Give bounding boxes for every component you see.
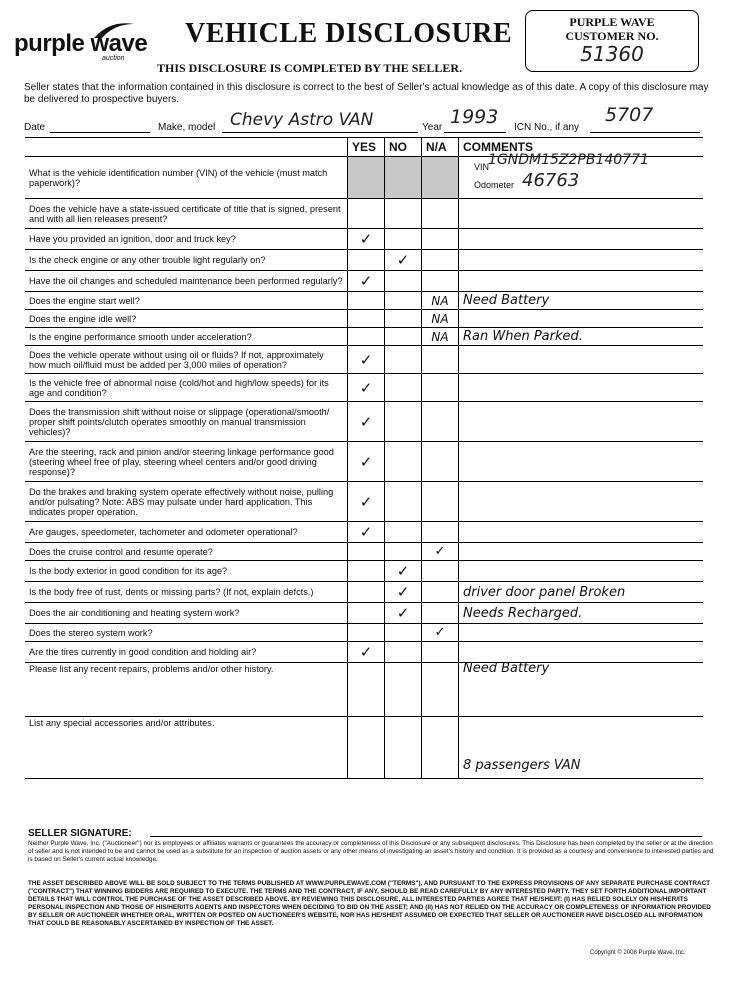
make-label: Make, model <box>158 122 216 133</box>
yes-cell[interactable]: ✓ <box>359 492 373 511</box>
table-row <box>25 402 703 442</box>
comment-cell-cell <box>459 624 704 642</box>
table-row <box>25 346 703 374</box>
make-field[interactable] <box>222 132 418 133</box>
question-text-cell <box>25 271 348 292</box>
customer-label-2: CUSTOMER NO. <box>565 29 659 43</box>
question-text: Does the engine idle well? <box>29 313 137 324</box>
question-text-cell <box>25 543 348 561</box>
no-cell-cell <box>385 328 422 346</box>
comment-cell-cell <box>459 543 704 561</box>
question-text-cell <box>25 642 348 663</box>
table-row <box>25 271 703 292</box>
na-cell-cell <box>422 603 459 624</box>
table-row <box>25 624 703 642</box>
col-no: NO <box>385 138 422 157</box>
table-row <box>25 543 703 561</box>
comment-cell-cell <box>459 346 704 374</box>
vin-label: VIN <box>474 162 490 172</box>
comment-cell-cell <box>459 717 704 779</box>
comment-cell-cell <box>459 199 704 229</box>
question-text-cell <box>25 199 348 229</box>
comment-cell-cell <box>459 229 704 250</box>
yes-cell-cell <box>348 328 385 346</box>
question-text-cell <box>25 157 348 199</box>
table-row <box>25 328 703 346</box>
make-value: Chevy Astro VAN <box>230 110 374 130</box>
icn-value: 5707 <box>605 104 654 126</box>
question-text: Is the check engine or any other trouble light regularly on? <box>29 255 266 265</box>
question-text: Is the engine performance smooth under acceleration? <box>29 331 252 342</box>
na-cell-cell <box>422 642 459 663</box>
question-text: List any special accessories and/or attributes. <box>29 718 215 728</box>
table-row <box>25 717 703 779</box>
customer-number: 51360 <box>580 42 644 66</box>
na-cell-cell <box>422 374 459 402</box>
no-cell-cell <box>385 374 422 402</box>
customer-label-1: PURPLE WAVE <box>569 15 655 29</box>
na-cell-cell <box>422 199 459 229</box>
question-text: Are the steering, rack and pinion and/or steering linkage performance good (steering wheel free of play, steering wheel centers and/or good driving response)? <box>29 446 334 477</box>
no-cell-cell <box>385 582 422 603</box>
question-text: Please list any recent repairs, problems and/or other history. <box>29 664 274 674</box>
na-cell[interactable]: ✓ <box>434 544 446 559</box>
yes-cell-cell <box>348 250 385 271</box>
terms-text: THE ASSET DESCRIBED ABOVE WILL BE SOLD SUBJECT TO THE TERMS PUBLISHED AT WWW.PURPLEWAVE.COM ("TERMS"), AND PURSUANT TO THE EXPRESS PROVISIONS OF ANY SEPARATE PURCHASE CONTRACT ("CONTRACT") THAT WINNING BIDDERS ARE REQUIRED TO EXECUTE. THE TERMS AND THE CONTRACT, IF ANY, SHOULD BE READ CAREFULLY BY ANY INTERESTED PARTY. THEY SET FORTH ADDITIONAL IMPORTANT DETAILS THAT WILL CONTROL THE PURCHASE OF THE ASSET DESCRIBED ABOVE. BY REVIEWING THIS DISCLOSURE, ALL INTERESTED PARTIES AGREE THAT HE/SHE/IT: (I) HAS RELIED SOLELY ON HIS/HER/ITS PERSONAL INSPECTION AND THOSE OF HIS/HER/ITS AGENTS AND INSPECTORS WHEN DECIDING TO BID ON THE ASSET; AND (II) HAS NOT RELIED ON THE ACCURACY OR COMPLETENESS OF INFORMATION PROVIDED BY SELLER OR AUCTIONEER WHETHER ORAL, WRITTEN OR POSTED ON AUCTIONEER'S WEBSITE, NOR HAS HE/SHE/IT ASSUMED OR EXPECTED THAT SELLER OR AUCTIONEER HAVE DISCLOSED ALL INFORMATION THAT COULD BE REASONABLY ASCERTAINED BY INSPECTION OF THE ASSET. <box>28 880 711 927</box>
no-cell-cell <box>385 157 422 199</box>
vin-value: 1GNDM15Z2PB140771 <box>488 152 649 168</box>
question-text-cell <box>25 663 348 717</box>
table-row <box>25 199 703 229</box>
yes-cell-cell <box>348 717 385 779</box>
comment-cell-cell <box>459 250 704 271</box>
table-row <box>25 229 703 250</box>
comment-cell-cell <box>459 482 704 522</box>
yes-cell-cell <box>348 582 385 603</box>
na-cell-cell <box>422 663 459 717</box>
yes-cell-cell <box>348 543 385 561</box>
question-text-cell <box>25 310 348 328</box>
question-text-cell <box>25 717 348 779</box>
na-cell[interactable]: ✓ <box>434 625 446 640</box>
yes-cell[interactable]: ✓ <box>359 230 373 248</box>
yes-cell-cell <box>348 402 385 442</box>
question-text: What is the vehicle identification number (VIN) of the vehicle (must match paperwork)? <box>29 167 328 188</box>
no-cell-cell <box>385 402 422 442</box>
table-row <box>25 482 703 522</box>
comment-cell[interactable]: Need Battery <box>463 661 550 676</box>
table-row <box>25 603 703 624</box>
table-row <box>25 310 703 328</box>
logo: purple wave <box>14 30 148 57</box>
na-cell-cell <box>422 292 459 310</box>
yes-cell[interactable]: ✓ <box>359 452 373 471</box>
customer-number-box <box>525 10 699 72</box>
na-cell[interactable]: NA <box>431 293 449 308</box>
question-text: Have the oil changes and scheduled maintenance been performed regularly? <box>29 276 343 286</box>
no-cell-cell <box>385 271 422 292</box>
yes-cell-cell <box>348 292 385 310</box>
table-row <box>25 292 703 310</box>
na-cell-cell <box>422 250 459 271</box>
yes-cell[interactable]: ✓ <box>359 272 373 290</box>
logo-subtext: auction <box>102 55 125 62</box>
question-text: Are the tires currently in good condition and holding air? <box>29 647 257 657</box>
no-cell-cell <box>385 292 422 310</box>
no-cell-cell <box>385 603 422 624</box>
table-row <box>25 250 703 271</box>
page-title: VEHICLE DISCLOSURE <box>185 18 513 49</box>
question-text: Is the vehicle free of abnormal noise (cold/hot and high/low speeds) for its age and condition? <box>29 377 329 398</box>
na-cell-cell <box>422 522 459 543</box>
comment-cell-cell <box>459 663 704 717</box>
yes-cell[interactable]: ✓ <box>359 378 373 397</box>
na-cell[interactable]: NA <box>431 311 449 326</box>
table-row <box>25 561 703 582</box>
yes-cell-cell <box>348 346 385 374</box>
icn-field[interactable] <box>590 132 700 133</box>
question-text-cell <box>25 402 348 442</box>
no-cell-cell <box>385 717 422 779</box>
yes-cell[interactable]: ✓ <box>359 523 373 541</box>
yes-cell-cell <box>348 663 385 717</box>
table-row <box>25 642 703 663</box>
table-row <box>25 582 703 603</box>
yes-cell-cell <box>348 624 385 642</box>
yes-cell[interactable]: ✓ <box>359 350 373 369</box>
page-subtitle: THIS DISCLOSURE IS COMPLETED BY THE SELLER. <box>157 61 463 75</box>
no-cell-cell <box>385 561 422 582</box>
question-text: Have you provided an ignition, door and truck key? <box>29 234 236 244</box>
question-text: Is the body exterior in good condition for its age? <box>29 566 228 576</box>
intro-text: Seller states that the information contained in this disclosure is correct to the best of Seller's actual knowledge as of this date. A copy of this disclosure may be delivered to prospective buyers. <box>24 82 709 105</box>
na-cell[interactable]: NA <box>431 329 449 344</box>
yes-cell[interactable]: ✓ <box>359 643 373 661</box>
na-cell-cell <box>422 346 459 374</box>
comment-cell-cell <box>459 374 704 402</box>
yes-cell-cell <box>348 374 385 402</box>
question-text: Do the brakes and braking system operate effectively without noise, pulling and/or pulsating? Note: ABS may pulsate under hard application. This indicates proper operation. <box>29 486 334 517</box>
no-cell-cell <box>385 199 422 229</box>
na-cell-cell <box>422 271 459 292</box>
yes-cell-cell <box>348 229 385 250</box>
yes-cell-cell <box>348 310 385 328</box>
col-question <box>25 138 348 157</box>
na-cell-cell <box>422 561 459 582</box>
question-text: Does the engine start well? <box>29 295 140 306</box>
no-cell-cell <box>385 346 422 374</box>
signature-label: SELLER SIGNATURE: <box>28 828 132 839</box>
date-field[interactable] <box>50 132 150 133</box>
na-cell-cell <box>422 717 459 779</box>
no-cell-cell <box>385 624 422 642</box>
comment-cell[interactable]: Need Battery <box>463 293 550 308</box>
na-cell-cell <box>422 157 459 199</box>
na-cell-cell <box>422 402 459 442</box>
na-cell-cell <box>422 482 459 522</box>
comment-cell-cell <box>459 310 704 328</box>
question-text-cell <box>25 482 348 522</box>
yes-cell-cell <box>348 522 385 543</box>
comment-cell-cell <box>459 402 704 442</box>
yes-cell-cell <box>348 603 385 624</box>
yes-cell-cell <box>348 271 385 292</box>
table-row <box>25 442 703 482</box>
question-text: Does the stereo system work? <box>29 627 153 638</box>
no-cell-cell <box>385 442 422 482</box>
comment-cell-cell <box>459 582 704 603</box>
no-cell-cell <box>385 310 422 328</box>
comment-cell[interactable]: driver door panel Broken <box>463 584 626 600</box>
year-label: Year <box>422 122 443 133</box>
question-text-cell <box>25 561 348 582</box>
question-text-cell <box>25 346 348 374</box>
disclosure-table <box>25 137 703 779</box>
col-yes: YES <box>348 138 385 157</box>
no-cell-cell <box>385 522 422 543</box>
no-cell[interactable]: ✓ <box>396 562 410 580</box>
question-text-cell <box>25 603 348 624</box>
comment-cell-cell <box>459 603 704 624</box>
date-label: Date <box>24 122 46 133</box>
na-cell-cell <box>422 624 459 642</box>
question-text-cell <box>25 522 348 543</box>
disclaimer-text: Neither Purple Wave, Inc. ("Auctioneer") nor its employees or affiliates warrants or guarantees the accuracy or completeness of this Disclosure or any subsequent disclosures. This Disclosure has been completed by the seller or at the direction of seller and is not intended to be and cannot be used as a substitute for an inspection of auction assets or any other means of investigating an asset's history and condition. It is provided as a courtesy and convenience to interested parties and is based on Seller's current actual knowledge. <box>28 840 714 863</box>
icn-label: ICN No., if any <box>514 122 580 133</box>
no-cell[interactable]: ✓ <box>396 583 410 601</box>
na-cell-cell <box>422 310 459 328</box>
year-value: 1993 <box>450 106 499 128</box>
no-cell-cell <box>385 229 422 250</box>
question-text-cell <box>25 442 348 482</box>
question-text-cell <box>25 250 348 271</box>
yes-cell[interactable]: ✓ <box>359 412 373 431</box>
no-cell-cell <box>385 663 422 717</box>
table-row <box>25 663 703 717</box>
yes-cell-cell <box>348 482 385 522</box>
na-cell-cell <box>422 442 459 482</box>
question-text: Are gauges, speedometer, tachometer and odometer operational? <box>29 527 298 537</box>
question-text-cell <box>25 624 348 642</box>
col-na: N/A <box>422 138 459 157</box>
na-cell-cell <box>422 543 459 561</box>
signature-field[interactable] <box>150 836 702 837</box>
yes-cell-cell <box>348 442 385 482</box>
yes-cell-cell <box>348 199 385 229</box>
comment-cell-cell <box>459 292 704 310</box>
yes-cell-cell <box>348 157 385 199</box>
question-text: Does the air conditioning and heating system work? <box>29 608 240 618</box>
question-text: Does the vehicle have a state-issued certificate of title that is signed, present and with all lien releases present? <box>29 203 341 224</box>
table-row <box>25 522 703 543</box>
question-text-cell <box>25 374 348 402</box>
question-text-cell <box>25 292 348 310</box>
no-cell-cell <box>385 250 422 271</box>
comment-cell[interactable]: Needs Recharged. <box>463 605 583 621</box>
comment-cell[interactable]: Ran When Parked. <box>463 329 583 344</box>
no-cell-cell <box>385 543 422 561</box>
question-text: Does the vehicle operate without using oil or fluids? If not, approximately how much oil/fluid must be added per 3,000 miles of operation? <box>29 349 324 370</box>
question-text: Is the body free of rust, dents or missing parts? (If not, explain defcts.) <box>29 587 314 597</box>
comment-cell-cell <box>459 442 704 482</box>
table-row <box>25 374 703 402</box>
no-cell[interactable]: ✓ <box>396 251 410 269</box>
question-text: Does the transmission shift without noise or slippage (operational/smooth/ proper shift points/clutch operates smoothly on manual transmission vehicles)? <box>29 406 330 437</box>
na-cell-cell <box>422 229 459 250</box>
comment-cell-cell <box>459 561 704 582</box>
comment-cell-cell <box>459 642 704 663</box>
na-cell-cell <box>422 582 459 603</box>
comment-cell-cell <box>459 522 704 543</box>
comment-cell-cell <box>459 271 704 292</box>
question-text-cell <box>25 328 348 346</box>
odometer-value: 46763 <box>522 170 580 191</box>
yes-cell-cell <box>348 642 385 663</box>
comment-cell[interactable]: 8 passengers VAN <box>463 758 581 773</box>
year-field[interactable] <box>444 132 506 133</box>
yes-cell-cell <box>348 561 385 582</box>
copyright: Copyright © 2008 Purple Wave, Inc. <box>590 950 686 956</box>
question-text-cell <box>25 229 348 250</box>
no-cell-cell <box>385 642 422 663</box>
no-cell-cell <box>385 482 422 522</box>
comment-cell-cell <box>459 328 704 346</box>
na-cell-cell <box>422 328 459 346</box>
question-text: Does the cruise control and resume operate? <box>29 546 213 557</box>
question-text-cell <box>25 582 348 603</box>
col-comments: COMMENTS <box>459 138 704 157</box>
odometer-label: Odometer <box>474 180 515 190</box>
no-cell[interactable]: ✓ <box>396 604 410 622</box>
